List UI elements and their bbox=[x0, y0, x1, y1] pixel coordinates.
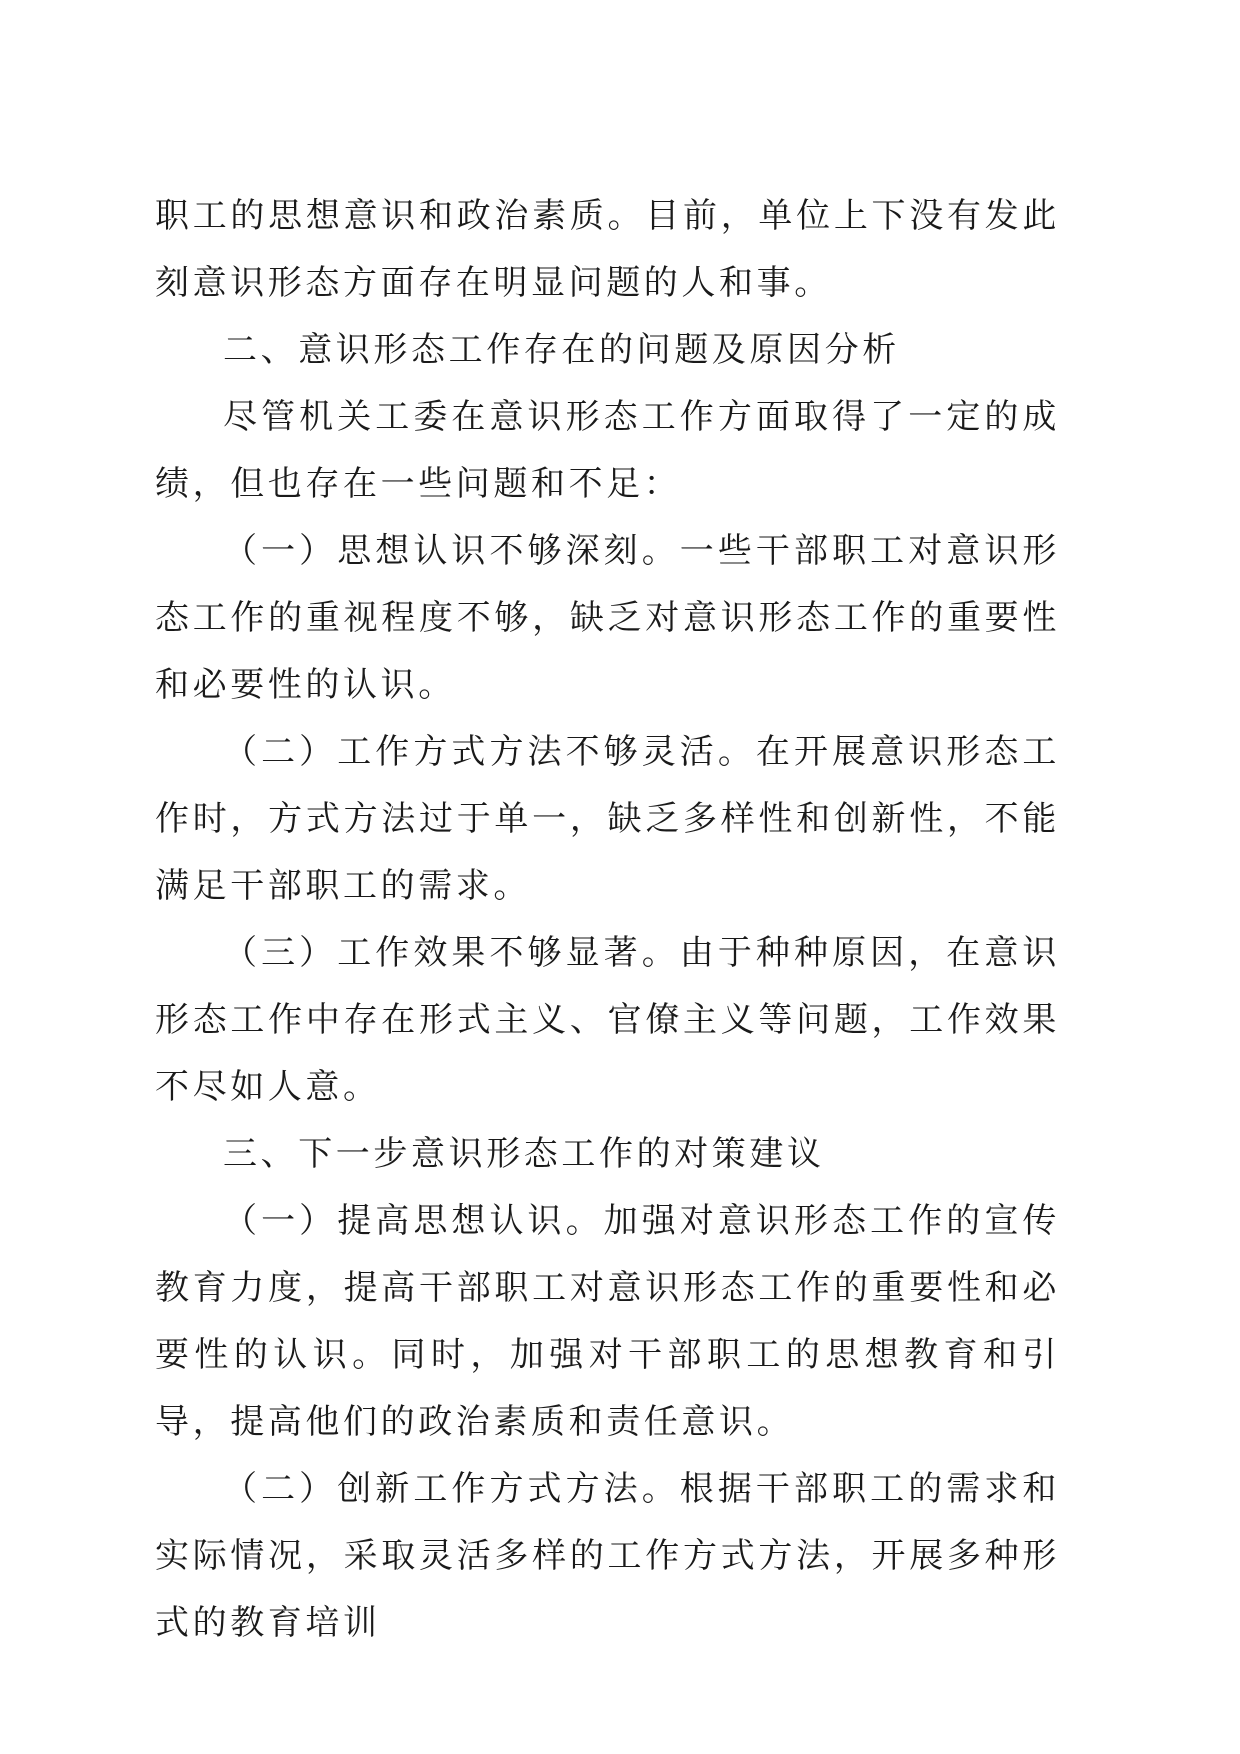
paragraph-intro: 尽管机关工委在意识形态工作方面取得了一定的成绩，但也存在一些问题和不足： bbox=[155, 397, 1060, 504]
list-item-problem-3: （三）工作效果不够显著。由于种种原因，在意识形态工作中存在形式主义、官僚主义等问题，工作效果不尽如人意。 bbox=[155, 933, 1060, 1107]
section-heading-3: 三、下一步意识形态工作的对策建议 bbox=[223, 1134, 825, 1174]
paragraph-continuation: 职工的思想意识和政治素质。目前，单位上下没有发此刻意识形态方面存在明显问题的人和事。 bbox=[155, 196, 1060, 303]
list-item-suggestion-2: （二）创新工作方式方法。根据干部职工的需求和实际情况，采取灵活多样的工作方式方法，开展多种形式的教育培训 bbox=[155, 1469, 1060, 1643]
list-item-suggestion-1: （一）提高思想认识。加强对意识形态工作的宣传教育力度，提高干部职工对意识形态工作的重要性和必要性的认识。同时，加强对干部职工的思想教育和引导，提高他们的政治素质和责任意识。 bbox=[155, 1201, 1060, 1442]
list-item-problem-2: （二）工作方式方法不够灵活。在开展意识形态工作时，方式方法过于单一，缺乏多样性和创新性，不能满足干部职工的需求。 bbox=[155, 732, 1060, 906]
section-heading-2: 二、意识形态工作存在的问题及原因分析 bbox=[223, 330, 900, 370]
list-item-problem-1: （一）思想认识不够深刻。一些干部职工对意识形态工作的重视程度不够，缺乏对意识形态工作的重要性和必要性的认识。 bbox=[155, 531, 1060, 705]
document-body bbox=[155, 183, 1060, 1657]
